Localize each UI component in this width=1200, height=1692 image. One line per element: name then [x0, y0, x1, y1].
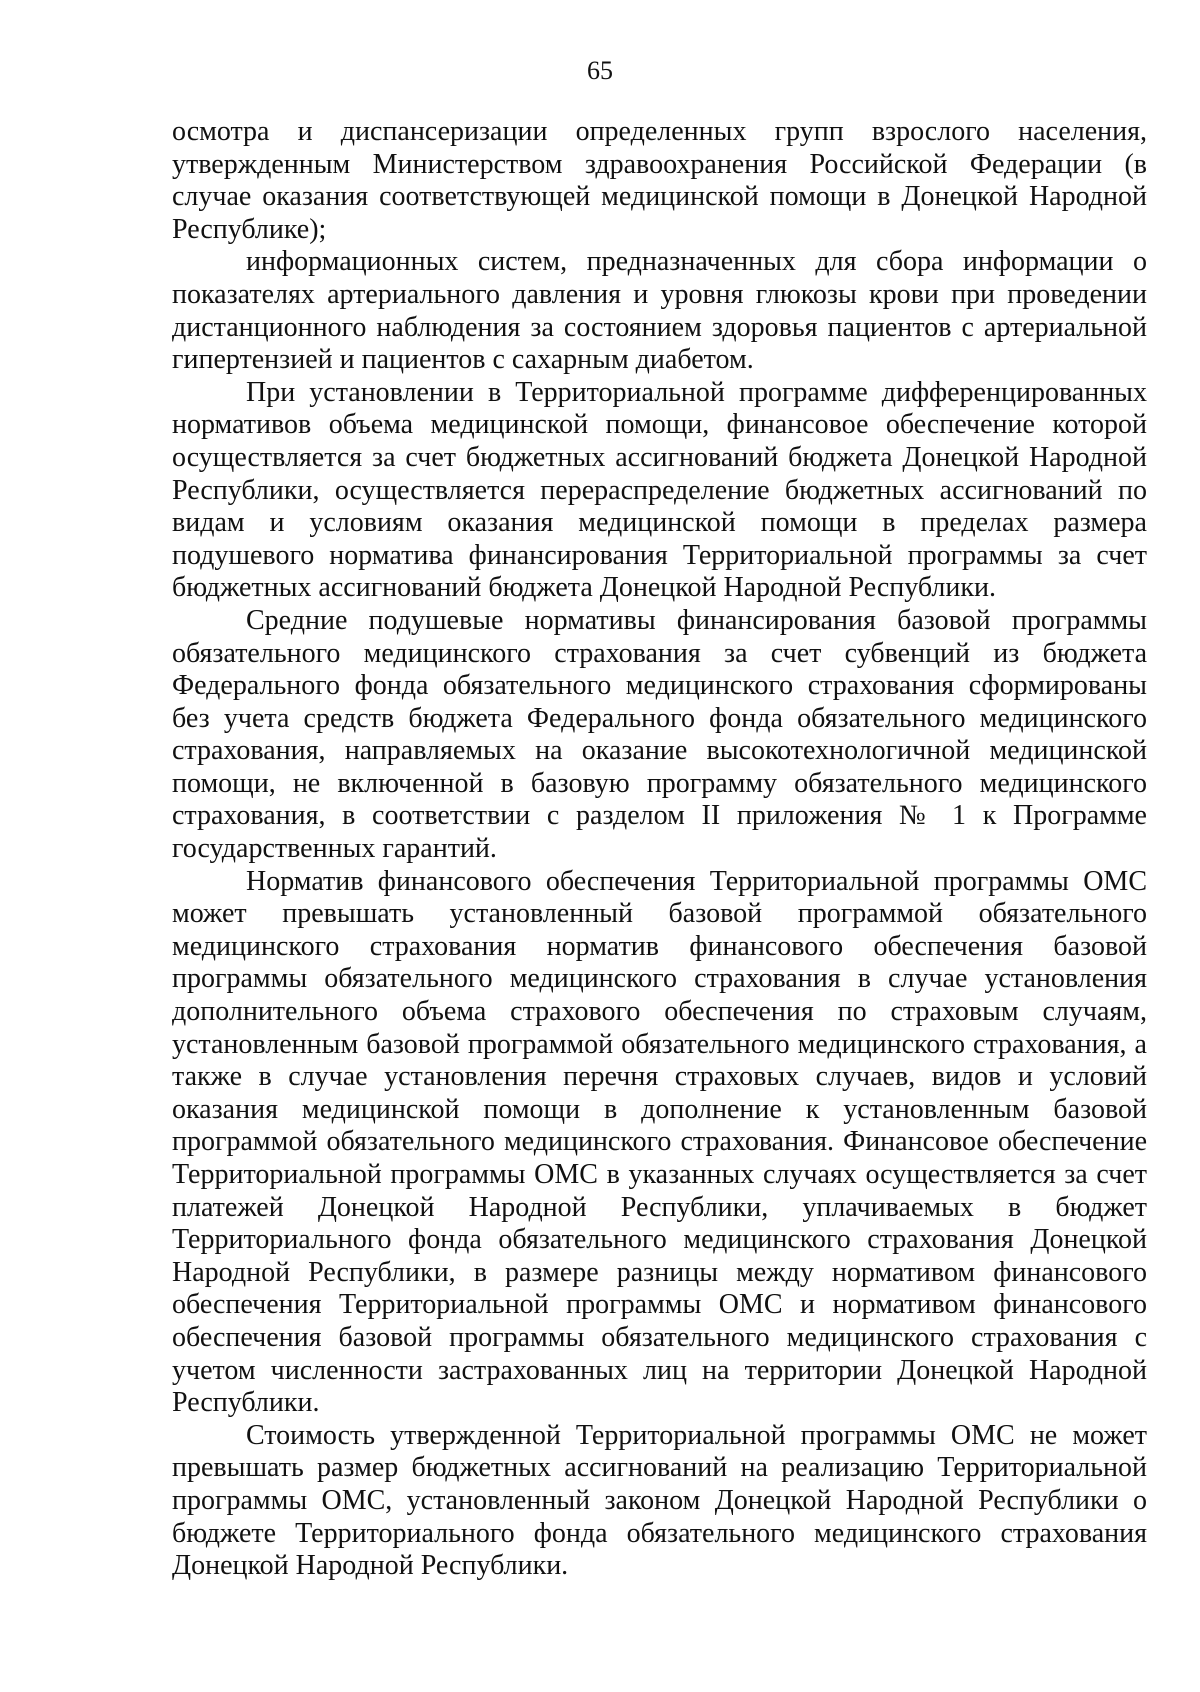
page-number: 65: [587, 56, 613, 85]
paragraph: Норматив финансового обеспечения Территориальной программы ОМС может превышать установленный базовой программой обязательного медицинского страхования норматив финансового обеспечения базовой программы обязательного медицинского страхования в случае установления дополнительного объема страхового обеспечения по страховым случаям, установленным базовой программой обязательного медицинского страхования, а также в случае установления перечня страховых случаев, видов и условий оказания медицинской помощи в дополнение к установленным базовой программой обязательного медицинского страхования. Финансовое обеспечение Территориальной программы ОМС в указанных случаях осуществляется за счет платежей Донецкой Народной Республики, уплачиваемых в бюджет Территориального фонда обязательного медицинского страхования Донецкой Народной Республики, в размере разницы между нормативом финансового обеспечения Территориальной программы ОМС и нормативом финансового обеспечения базовой программы обязательного медицинского страхования с учетом численности застрахованных лиц на территории Донецкой Народной Республики.: [172, 865, 1147, 1419]
paragraph: При установлении в Территориальной программе дифференцированных нормативов объема медицинской помощи, финансовое обеспечение которой осуществляется за счет бюджетных ассигнований бюджета Донецкой Народной Республики, осуществляется перераспределение бюджетных ассигнований по видам и условиям оказания медицинской помощи в пределах размера подушевого норматива финансирования Территориальной программы за счет бюджетных ассигнований бюджета Донецкой Народной Республики.: [172, 376, 1147, 604]
document-body: [172, 116, 1147, 1583]
paragraph: Стоимость утвержденной Территориальной программы ОМС не может превышать размер бюджетных ассигнований на реализацию Территориальной программы ОМС, установленный законом Донецкой Народной Республики о бюджете Территориального фонда обязательного медицинского страхования Донецкой Народной Республики.: [172, 1419, 1147, 1582]
paragraph: осмотра и диспансеризации определенных групп взрослого населения, утвержденным Министерством здравоохранения Российской Федерации (в случае оказания соответствующей медицинской помощи в Донецкой Народной Республике);: [172, 116, 1147, 245]
paragraph: Средние подушевые нормативы финансирования базовой программы обязательного медицинского страхования за счет субвенций из бюджета Федерального фонда обязательного медицинского страхования сформированы без учета средств бюджета Федерального фонда обязательного медицинского страхования, направляемых на оказание высокотехнологичной медицинской помощи, не включенной в базовую программу обязательного медицинского страхования, в соответствии с разделом II приложения № 1 к Программе государственных гарантий.: [172, 604, 1147, 865]
paragraph: информационных систем, предназначенных для сбора информации о показателях артериального давления и уровня глюкозы крови при проведении дистанционного наблюдения за состоянием здоровья пациентов с артериальной гипертензией и пациентов с сахарным диабетом.: [172, 246, 1147, 376]
